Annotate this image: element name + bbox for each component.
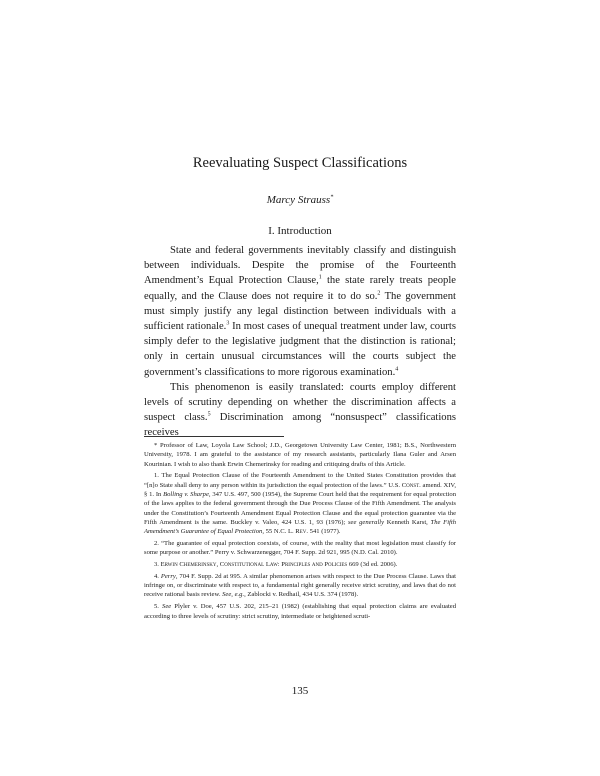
body-text-run: State and federal governments inevitably classify and distinguish between individuals. Despite the promise of the Fourteenth Amendment’s Equal Protection Clause,	[144, 245, 456, 287]
footnote-text: , 55 N.C. L.	[262, 528, 296, 536]
body-text-run: the state rarely treats people equally, and the Clause does not require it to do so.	[144, 275, 456, 302]
footnote-ref: 5	[207, 411, 211, 418]
footnote-text: See	[162, 603, 172, 611]
footnote-text: Perry	[160, 572, 176, 580]
footnote-text: 1. The Equal Protection Clause of the Fourteenth Amendment to the United States Constitution provides that “[n]o State shall deny to any person within its jurisdiction the equal protection of the laws.” U.S.	[144, 472, 456, 489]
footnote-text: see generally	[347, 518, 385, 526]
footnote-text: Plyler v. Doe, 457 U.S. 202, 215–21 (1982) (establishing that equal protection claims are evaluated according to three levels of scrutiny: strict scrutiny, intermediate or heightened scruti-	[144, 603, 456, 620]
article-title: Reevaluating Suspect Classifications	[192, 155, 408, 171]
footnote-text: 541 (1977).	[308, 528, 341, 536]
footnote-ref: 2	[377, 290, 381, 297]
body-text	[144, 243, 456, 441]
footnote-text: 3.	[154, 561, 161, 569]
footnote-1	[144, 471, 456, 536]
footnote-author: * Professor of Law, Loyola Law School; J.D., Georgetown University Law Center, 1981; B.S., Northwestern University, 1978. I am grateful to the assistance of my research assistants, particularly Ilana Guler and Arsen Kourinian. I wish to also thank Erwin Chemerinsky for reading and critiquing drafts of this Article.	[144, 442, 456, 468]
footnote-ref: 3	[226, 320, 230, 327]
body-text-run: In most cases of unequal treatment under law, courts simply defer to the legislative judgment that the distinction is rational; only in certain unusual circumstances will the courts subject the government’s classifications to more rigorous examination.	[144, 321, 456, 378]
footnote-ref: 4	[395, 366, 399, 373]
footnote-text: 5.	[154, 603, 163, 611]
footnotes	[144, 441, 456, 623]
footnote-4	[144, 572, 456, 600]
footnote-2: 2. “The guarantee of equal protection coexists, of course, with the reality that most legislation must classify for some purpose or another.” Perry v. Schwarzenegger, 704 F. Supp. 2d 921, 995 (N.D. Cal. 2010).	[144, 539, 456, 557]
footnote-5	[144, 602, 456, 621]
footnote-3	[144, 560, 456, 569]
page-number: 135	[291, 685, 309, 697]
footnote-divider	[144, 436, 284, 437]
section-heading: I. Introduction	[268, 225, 332, 237]
body-paragraph	[144, 380, 456, 441]
footnote-text: Kenneth Karst,	[384, 518, 431, 526]
footnote-text: Bolling v. Sharpe	[163, 490, 209, 498]
author-line	[0, 194, 600, 206]
body-paragraph	[144, 243, 456, 380]
footnote-text: See, e.g.	[222, 591, 245, 599]
body-text-run: Discrimination among “nonsuspect” classifications receives	[144, 412, 457, 439]
footnote-text: Erwin Chemerinsky, Constitutional Law: Principles and Policies	[160, 561, 348, 569]
footnote-text: amend. XIV, § 1. In	[144, 481, 456, 498]
footnote-text: Rev.	[295, 528, 308, 536]
footnote-text: 4.	[154, 572, 161, 580]
author-name: Marcy Strauss	[266, 194, 331, 206]
footnote-text: The Fifth Amendment’s Guarantee of Equal Protection	[144, 518, 457, 536]
body-text-run: This phenomenon is easily translated: courts employ different levels of scrutiny depending on whether the discrimination affects a suspect class.	[144, 381, 456, 424]
author-footnote-mark: *	[330, 194, 334, 201]
footnote-text: , 704 F. Supp. 2d at 995. A similar phenomenon arises with respect to the Due Process Clause. Laws that infringe on, or discriminate with respect to, a fundamental right generally receive strict scrutiny, and laws that do not receive rational basis review.	[144, 572, 457, 599]
footnote-ref: 1	[318, 274, 322, 281]
footnote-text: Const.	[401, 481, 421, 489]
body-text-run: The government must simply justify any legal distinction between individuals with a sufficient rationale.	[144, 290, 456, 333]
footnote-text: , 347 U.S. 497, 500 (1954), the Supreme Court held that the requirement for equal protection of the laws applies to the federal government through the Due Process Clause of the Fifth Amendment. The analysis under the Constitution’s Fourteenth Amendment Equal Protection Clause and the equal protection guarantee via the Fifth Amendment is the same. Buckley v. Valeo, 424 U.S. 1, 93 (1976);	[144, 490, 456, 526]
footnote-text: , Zablocki v. Redhail, 434 U.S. 374 (1978).	[244, 591, 359, 599]
footnote-text: 669 (3d ed. 2006).	[347, 561, 398, 569]
